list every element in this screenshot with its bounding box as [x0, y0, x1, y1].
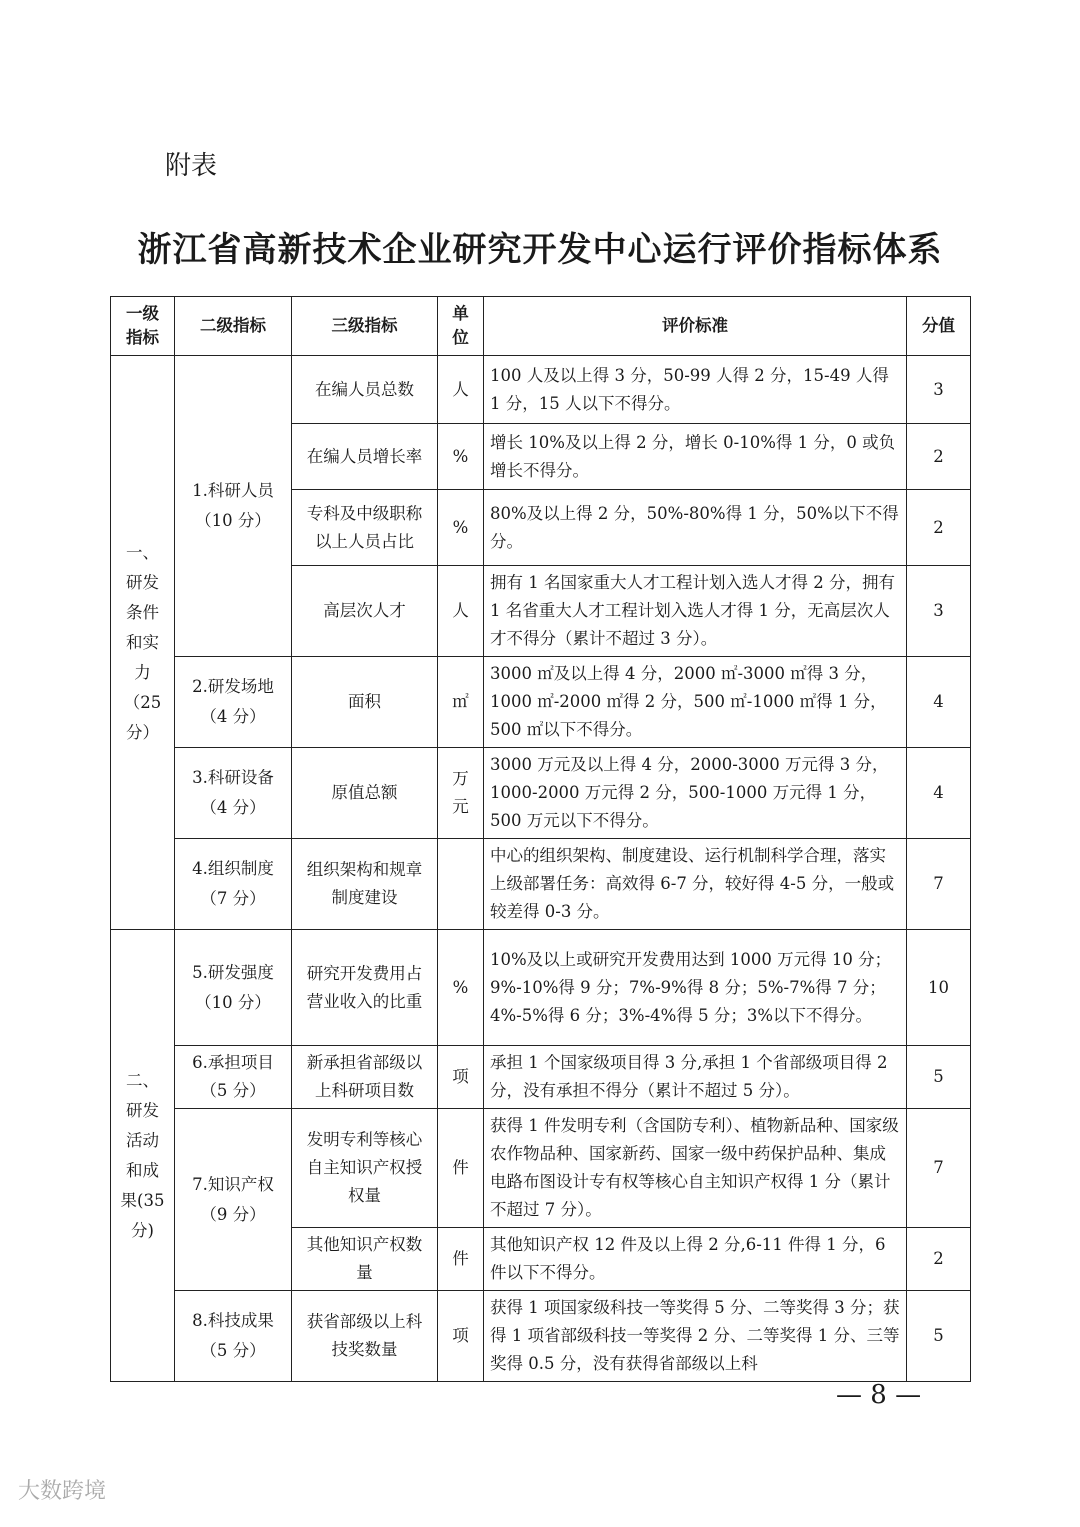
table-row — [111, 930, 971, 1046]
page-title: 浙江省高新技术企业研究开发中心运行评价指标体系 — [137, 230, 943, 270]
criteria-cell: 3000 ㎡及以上得 4 分，2000 ㎡-3000 ㎡得 3 分，1000 ㎡-2000 ㎡得 2 分，500 ㎡-1000 ㎡得 1 分，500 ㎡以下不得分。 — [484, 657, 907, 748]
score-cell: 3 — [907, 356, 971, 424]
score-cell: 2 — [907, 1228, 971, 1291]
table-row — [111, 1109, 971, 1228]
unit-cell: 项 — [438, 1046, 484, 1109]
level3-cell: 面积 — [292, 657, 438, 748]
col-header-score: 分值 — [907, 297, 971, 356]
unit-cell: 件 — [438, 1109, 484, 1228]
level3-cell: 高层次人才 — [292, 566, 438, 657]
criteria-cell: 增长 10%及以上得 2 分，增长 0-10%得 1 分，0 或负增长不得分。 — [484, 424, 907, 490]
level2-cell: 7.知识产权 （9 分） — [175, 1109, 292, 1291]
level2-cell: 6.承担项目 （5 分） — [175, 1046, 292, 1109]
level3-cell: 在编人员增长率 — [292, 424, 438, 490]
criteria-cell: 获得 1 件发明专利（含国防专利）、植物新品种、国家级农作物品种、国家新药、国家一级中药保护品种、集成电路布图设计专有权等核心自主知识产权得 1 分（累计不超过 7 分）。 — [484, 1109, 907, 1228]
criteria-cell: 10%及以上或研究开发费用达到 1000 万元得 10 分；9%-10%得 9 分；7%-9%得 8 分；5%-7%得 7 分；4%-5%得 6 分；3%-4%得 5 分；3%以下不得分。 — [484, 930, 907, 1046]
unit-cell: % — [438, 490, 484, 566]
unit-cell: 件 — [438, 1228, 484, 1291]
level3-cell: 研究开发费用占 营业收入的比重 — [292, 930, 438, 1046]
level1-cell: 二、 研发 活动 和成 果(35 分) — [111, 930, 175, 1382]
table-row — [111, 356, 971, 424]
criteria-cell: 中心的组织架构、制度建设、运行机制科学合理，落实上级部署任务：高效得 6-7 分，较好得 4-5 分，一般或较差得 0-3 分。 — [484, 839, 907, 930]
unit-cell: 项 — [438, 1291, 484, 1382]
header-row — [111, 297, 971, 356]
criteria-cell: 100 人及以上得 3 分，50-99 人得 2 分，15-49 人得 1 分，15 人以下不得分。 — [484, 356, 907, 424]
criteria-cell: 拥有 1 名国家重大人才工程计划入选人才得 2 分，拥有 1 名省重大人才工程计划入选人才得 1 分，无高层次人才不得分（累计不超过 3 分）。 — [484, 566, 907, 657]
level3-cell: 专科及中级职称 以上人员占比 — [292, 490, 438, 566]
score-cell: 7 — [907, 839, 971, 930]
level2-cell: 2.研发场地 （4 分） — [175, 657, 292, 748]
unit-cell — [438, 839, 484, 930]
unit-cell: ㎡ — [438, 657, 484, 748]
level3-cell: 原值总额 — [292, 748, 438, 839]
col-header-criteria: 评价标准 — [484, 297, 907, 356]
score-cell: 10 — [907, 930, 971, 1046]
evaluation-table — [110, 296, 971, 1382]
table-row — [111, 839, 971, 930]
unit-cell: % — [438, 930, 484, 1046]
criteria-cell: 获得 1 项国家级科技一等奖得 5 分、二等奖得 3 分；获得 1 项省部级科技一等奖得 2 分、二等奖得 1 分、三等奖得 0.5 分，没有获得省部级以上科 — [484, 1291, 907, 1382]
criteria-cell: 80%及以上得 2 分，50%-80%得 1 分，50%以下不得分。 — [484, 490, 907, 566]
criteria-cell: 3000 万元及以上得 4 分，2000-3000 万元得 3 分，1000-2000 万元得 2 分，500-1000 万元得 1 分，500 万元以下不得分。 — [484, 748, 907, 839]
score-cell: 2 — [907, 424, 971, 490]
level1-cell: 一、 研发 条件 和实 力 （25 分） — [111, 356, 175, 930]
criteria-cell: 承担 1 个国家级项目得 3 分,承担 1 个省部级项目得 2 分，没有承担不得分（累计不超过 5 分）。 — [484, 1046, 907, 1109]
unit-cell: % — [438, 424, 484, 490]
level2-cell: 3.科研设备 （4 分） — [175, 748, 292, 839]
score-cell: 4 — [907, 657, 971, 748]
score-cell: 3 — [907, 566, 971, 657]
level2-cell: 5.研发强度 （10 分） — [175, 930, 292, 1046]
level3-cell: 组织架构和规章 制度建设 — [292, 839, 438, 930]
unit-cell: 人 — [438, 566, 484, 657]
level2-cell: 1.科研人员 （10 分） — [175, 356, 292, 657]
watermark: 大数跨境 — [18, 1479, 107, 1504]
table-row — [111, 657, 971, 748]
score-cell: 5 — [907, 1291, 971, 1382]
level3-cell: 发明专利等核心 自主知识产权授 权量 — [292, 1109, 438, 1228]
table-row — [111, 1046, 971, 1109]
unit-cell: 万 元 — [438, 748, 484, 839]
score-cell: 4 — [907, 748, 971, 839]
table-row — [111, 748, 971, 839]
score-cell: 5 — [907, 1046, 971, 1109]
level3-cell: 在编人员总数 — [292, 356, 438, 424]
col-header-unit: 单 位 — [438, 297, 484, 356]
level3-cell: 获省部级以上科 技奖数量 — [292, 1291, 438, 1382]
attachment-label: 附表 — [165, 151, 218, 181]
table-row — [111, 1291, 971, 1382]
unit-cell: 人 — [438, 356, 484, 424]
level3-cell: 新承担省部级以 上科研项目数 — [292, 1046, 438, 1109]
page-number: — 8 — — [836, 1380, 922, 1410]
score-cell: 7 — [907, 1109, 971, 1228]
level2-cell: 4.组织制度 （7 分） — [175, 839, 292, 930]
col-header-level3: 三级指标 — [292, 297, 438, 356]
level2-cell: 8.科技成果 （5 分） — [175, 1291, 292, 1382]
col-header-level2: 二级指标 — [175, 297, 292, 356]
criteria-cell: 其他知识产权 12 件及以上得 2 分,6-11 件得 1 分，6 件以下不得分。 — [484, 1228, 907, 1291]
score-cell: 2 — [907, 490, 971, 566]
level3-cell: 其他知识产权数 量 — [292, 1228, 438, 1291]
col-header-level1: 一级 指标 — [111, 297, 175, 356]
